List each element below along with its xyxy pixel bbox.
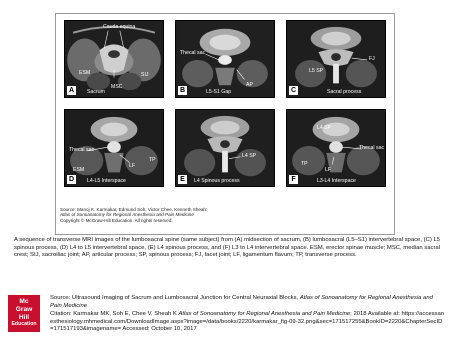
label-l4-l5-interspace: L4-L5 Interspace (87, 178, 126, 184)
footer-source-prefix: Source: Ultrasound Imaging of Sacrum and Lumbosacral Junction for Central Neuraxial Blocks, (50, 295, 300, 301)
label-esm: ESM (79, 70, 91, 76)
logo-line-3: Hill (18, 313, 30, 321)
footer-source-title: Atlas of Sonoanatomy for Regional Anesthesia and Pain Medicine (50, 295, 433, 309)
panel-letter-c: C (290, 87, 297, 94)
label-fj: FJ (369, 56, 375, 62)
label-lf-d: LF (129, 163, 136, 169)
credit-copyright: Copyright © McGraw-Hill Education. All rights reserved. (60, 217, 173, 223)
mri-image-e (176, 110, 274, 186)
label-l4-sp-f: L4 SP (317, 125, 332, 131)
label-ap: AP (246, 82, 253, 88)
label-cauda-equina: Cauda equina (103, 24, 136, 30)
label-sacral-process: Sacral process (327, 89, 362, 95)
footer-citation-prefix: Citation: Karmakar MK, Soh E, Chee V, Sheah K (50, 311, 179, 318)
label-tp-d: TP (149, 157, 156, 163)
logo-line-2: Graw (15, 305, 33, 313)
panel-letter-b: B (179, 87, 186, 94)
footer-citation-suffix: ; 2018 Available at: https://accessanesthesiology.mhmedical.com/DownloadImage.aspx?image=/data/books/2220/karmakar_fig-09-32.png&sec=171517255&BookID=2220&ChapterSecID=171517193&imagename= Accessed: October 10, 2017 (50, 311, 445, 333)
label-sij: SIJ (141, 72, 149, 78)
figure-caption: A sequence of transverse MRI images of the lumbosacral spine (same subject) from (A) midsection of sacrum, (B) lumbosacral (L5–S1) intervertebral space, (C) L5 spinous process, (D) L4 to L5 intervertebral space, (E) L4 spinous process, and (F) L3 to L4 intervertebral space. ESM, erector spinae muscle; MSC, median sacral crest; SIJ, sacroiliac joint; AP, articular process; SP, spinous process; FJ, facet joint; LF, ligamentum flavum; TP, transverse process. (14, 237, 440, 259)
mri-panel-f (286, 109, 386, 187)
panel-letter-e: E (178, 175, 187, 184)
label-tp-f: TP (301, 161, 308, 167)
label-thecal-sac-d: Thecal sac (69, 147, 95, 153)
footer-source (50, 295, 445, 310)
label-l4-spinous-process: L4 Spinous process (194, 178, 240, 184)
mri-panel-d (64, 109, 164, 187)
panel-letter-f: F (289, 175, 298, 184)
label-esm-d: ESM (73, 167, 85, 173)
citation-footer (50, 295, 445, 335)
label-l5-s1-gap: L5-S1 Gap (206, 89, 232, 95)
mri-image-b (176, 21, 274, 97)
mri-panel-a (64, 20, 164, 98)
mcgraw-hill-logo (8, 295, 40, 332)
mri-panel-e (175, 109, 275, 187)
label-msc: MSC (111, 84, 123, 90)
label-l5-sp: L5 SP (309, 68, 324, 74)
figure-credit (60, 207, 390, 223)
logo-line-1: Mc (19, 298, 29, 306)
label-lf-f: LF (325, 167, 332, 173)
logo-line-4: Education (11, 321, 37, 328)
label-thecal-sac-f: Thecal sac (359, 145, 385, 151)
label-l4-sp-e: L4 SP (242, 153, 257, 159)
label-l3-l4-interspace: L3-L4 Interspace (317, 178, 356, 184)
footer-citation (50, 311, 445, 334)
footer-citation-title: Atlas of Sonoanatomy for Regional Anesthesia and Pain Medicine (178, 311, 351, 318)
panel-letter-a: A (68, 87, 75, 94)
label-sacrum: Sacrum (87, 89, 105, 95)
mri-panel-c (286, 20, 386, 98)
credit-source: Source: Manoj K. Karmakar, Edmund Soh, Victor Chee, Kenneth Sheah: (60, 207, 208, 212)
panel-letter-d: D (68, 176, 75, 183)
credit-book-title: Atlas of Sonoanatomy for Regional Anesthesia and Pain Medicine (60, 212, 194, 218)
label-thecal-sac: Thecal sac (180, 50, 206, 56)
mri-panel-b (175, 20, 275, 98)
figure-frame (55, 13, 395, 235)
